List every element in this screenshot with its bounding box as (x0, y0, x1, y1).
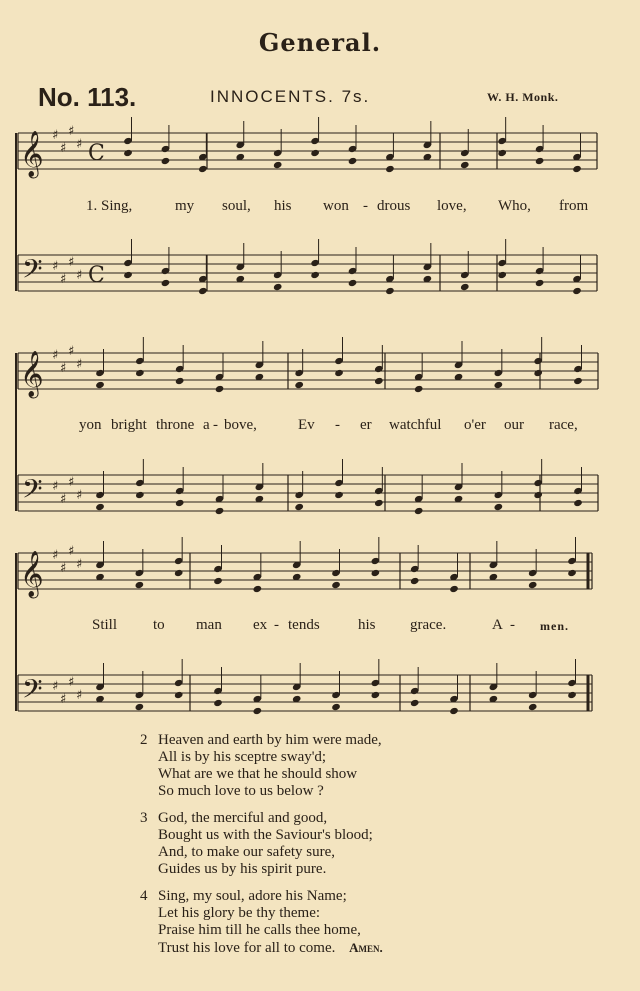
note-head (175, 377, 185, 385)
note-head (533, 491, 543, 499)
note-head (213, 577, 223, 585)
note-head (494, 381, 504, 389)
note-head (294, 503, 304, 511)
note-head (528, 703, 538, 711)
note-head (371, 691, 381, 699)
note-head (414, 507, 424, 515)
note-head (572, 165, 582, 173)
sharp-icon: ♯ (68, 124, 75, 139)
note-head (410, 699, 420, 707)
note-head (198, 287, 208, 295)
note-head (497, 271, 507, 279)
sharp-icon: ♯ (76, 357, 83, 372)
section-title: General. (258, 28, 382, 57)
sharp-icon: ♯ (60, 141, 67, 156)
stanza-line: Sing, my soul, adore his Name; (158, 888, 347, 904)
sharp-icon: ♯ (52, 128, 59, 143)
sharp-icon: ♯ (76, 488, 83, 503)
note-head (460, 283, 470, 291)
lyric-word: throne (156, 417, 195, 433)
stanza-line: Heaven and earth by him were made, (158, 732, 382, 748)
stanza-2 (140, 732, 580, 800)
note-head (161, 279, 171, 287)
sharp-icon: ♯ (76, 688, 83, 703)
time-signature: C (88, 141, 105, 166)
additional-stanzas (140, 732, 580, 967)
lyric-word: drous (377, 198, 411, 214)
stanza-number: 4 (140, 888, 148, 904)
lyric-word: Who, (498, 198, 531, 214)
note-head (198, 165, 208, 173)
note-head (567, 691, 577, 699)
lyric-word: from (559, 198, 589, 214)
stanza-line: Praise him till he calls thee home, (158, 922, 361, 938)
note-head (449, 585, 459, 593)
lyric-word: man (196, 617, 222, 633)
time-signature: C (88, 263, 105, 288)
sharp-icon: ♯ (76, 557, 83, 572)
note-head (494, 503, 504, 511)
stanza-line: And, to make our safety sure, (158, 844, 336, 860)
stanza-number: 2 (140, 732, 148, 748)
sharp-icon: ♯ (52, 348, 59, 363)
lyric-word: our (504, 417, 524, 433)
bass-clef-icon: 𝄢 (22, 673, 43, 711)
lyric-word: won (323, 198, 349, 214)
lyric-word: - (510, 617, 515, 633)
lyric-word: men. (540, 619, 569, 633)
lyric-word: to (153, 617, 165, 633)
note-head (213, 699, 223, 707)
tune-name: INNOCENTS. (210, 87, 335, 106)
note-head (95, 503, 105, 511)
note-head (95, 381, 105, 389)
sharp-icon: ♯ (52, 259, 59, 274)
lyric-word: A (492, 617, 503, 633)
lyric-word: race, (549, 417, 578, 433)
lyric-word: - (213, 417, 218, 433)
lyric-word: grace. (410, 617, 447, 633)
treble-clef-icon: 𝄞 (20, 131, 44, 177)
stanza-line: God, the merciful and good, (158, 810, 328, 826)
sharp-icon: ♯ (52, 479, 59, 494)
note-head (348, 157, 358, 165)
note-head (174, 569, 184, 577)
note-head (331, 581, 341, 589)
note-head (535, 157, 545, 165)
sharp-icon: ♯ (68, 344, 75, 359)
note-head (310, 271, 320, 279)
note-head (334, 369, 344, 377)
note-head (273, 283, 283, 291)
note-head (174, 691, 184, 699)
note-head (348, 279, 358, 287)
amen-mark: Amen. (349, 940, 383, 955)
lyric-word: his (274, 198, 292, 214)
treble-clef-icon: 𝄞 (20, 351, 44, 397)
lyric-word: - (363, 198, 368, 214)
sharp-icon: ♯ (76, 137, 83, 152)
lyric-word: ex (253, 617, 268, 633)
stanza-line: Let his glory be thy theme: (158, 905, 321, 921)
lyric-word: Still (92, 617, 118, 633)
meter: 7s. (341, 87, 371, 106)
lyric-word: o'er (464, 417, 486, 433)
note-head (573, 499, 583, 507)
sharp-icon: ♯ (76, 268, 83, 283)
sharp-icon: ♯ (60, 361, 67, 376)
sharp-icon: ♯ (68, 544, 75, 559)
lyric-word: er (360, 417, 372, 433)
note-head (135, 581, 145, 589)
sharp-icon: ♯ (68, 675, 75, 690)
stanza-line-text: Trust his love for all to come. (158, 940, 336, 956)
sharp-icon: ♯ (60, 692, 67, 707)
note-head (410, 577, 420, 585)
note-head (567, 569, 577, 577)
stanza-line: Guides us by his spirit pure. (158, 861, 327, 877)
lyric-word: a (203, 417, 210, 433)
note-head (123, 271, 133, 279)
bass-clef-icon: 𝄢 (22, 253, 43, 291)
lyric-word: - (335, 417, 340, 433)
sharp-icon: ♯ (52, 679, 59, 694)
stanza-3 (140, 810, 580, 878)
bass-clef-icon: 𝄢 (22, 473, 43, 511)
lyric-word: soul, (222, 198, 251, 214)
lyric-word: tends (288, 617, 320, 633)
lyric-word: yon (79, 417, 102, 433)
note-head (175, 499, 185, 507)
note-head (371, 569, 381, 577)
note-head (123, 149, 133, 157)
sharp-icon: ♯ (60, 492, 67, 507)
note-head (334, 491, 344, 499)
note-head (331, 703, 341, 711)
note-head (414, 385, 424, 393)
note-head (253, 707, 263, 715)
stanza-line: What are we that he should show (158, 766, 358, 782)
lyric-word: his (358, 617, 376, 633)
note-head (573, 377, 583, 385)
composer: W. H. Monk. (487, 90, 559, 104)
lyric-word: bright (111, 417, 147, 433)
sharp-icon: ♯ (68, 475, 75, 490)
note-head (215, 507, 225, 515)
note-head (215, 385, 225, 393)
note-head (385, 165, 395, 173)
lyric-word: watchful (389, 417, 442, 433)
hymn-number: No. 113. (38, 82, 137, 112)
note-head (294, 381, 304, 389)
lyric-word: Ev (298, 417, 315, 433)
note-head (449, 707, 459, 715)
sharp-icon: ♯ (68, 255, 75, 270)
lyric-word: 1. Sing, (86, 198, 133, 214)
stanza-4 (140, 888, 580, 957)
note-head (135, 703, 145, 711)
stanza-line: All is by his sceptre sway'd; (158, 749, 327, 765)
stanza-line: Bought us with the Saviour's blood; (158, 827, 373, 843)
note-head (253, 585, 263, 593)
note-head (460, 161, 470, 169)
note-head (385, 287, 395, 295)
note-head (374, 499, 384, 507)
stanza-number: 3 (140, 810, 148, 826)
lyric-word: my (175, 198, 195, 214)
note-head (533, 369, 543, 377)
note-head (497, 149, 507, 157)
note-head (135, 369, 145, 377)
note-head (310, 149, 320, 157)
sharp-icon: ♯ (52, 548, 59, 563)
note-head (572, 287, 582, 295)
treble-clef-icon: 𝄞 (20, 551, 44, 597)
sharp-icon: ♯ (60, 561, 67, 576)
sharp-icon: ♯ (60, 272, 67, 287)
note-head (161, 157, 171, 165)
note-head (374, 377, 384, 385)
note-head (273, 161, 283, 169)
note-head (528, 581, 538, 589)
note-head (135, 491, 145, 499)
lyric-word: love, (437, 198, 467, 214)
lyric-word: - (274, 617, 279, 633)
note-head (535, 279, 545, 287)
lyric-word: bove, (224, 417, 257, 433)
stanza-line (158, 939, 580, 957)
stanza-line: So much love to us below ? (158, 783, 324, 799)
